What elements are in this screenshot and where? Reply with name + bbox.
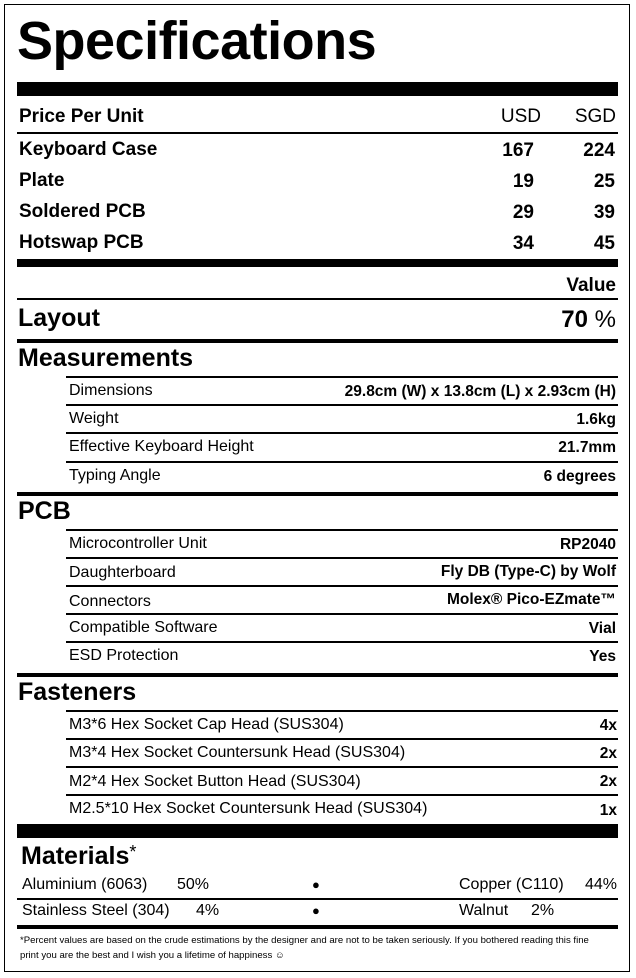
pcb-label: Connectors — [69, 593, 151, 610]
value-header-rule — [17, 298, 618, 300]
material-percent: 2% — [531, 902, 555, 919]
layout-value-unit: % — [594, 306, 616, 333]
fastener-qty: 2x — [599, 773, 617, 790]
materials-divider — [17, 898, 618, 900]
measurement-label: Typing Angle — [69, 467, 161, 484]
fasteners-top-rule — [66, 710, 618, 712]
layout-value — [500, 306, 616, 334]
measurement-value: 1.6kg — [576, 411, 616, 428]
materials-asterisk: * — [129, 842, 137, 862]
layout-rule — [17, 339, 618, 343]
pcb-label: Compatible Software — [69, 619, 218, 636]
material-name: Copper (C110) — [459, 876, 564, 893]
pcb-label: Daughterboard — [69, 564, 176, 581]
bullet-icon: ● — [312, 903, 320, 918]
row-divider — [66, 794, 618, 796]
price-usd: 29 — [512, 202, 534, 223]
fastener-qty: 4x — [599, 717, 617, 734]
measurements-heading: Measurements — [18, 344, 194, 372]
price-usd: 167 — [502, 140, 534, 161]
materials-bottom-rule — [17, 925, 618, 929]
pcb-value: RP2040 — [559, 536, 616, 553]
pcb-value: Fly DB (Type-C) by Wolf — [440, 563, 616, 580]
fasteners-heading: Fasteners — [18, 678, 137, 706]
row-divider — [66, 766, 618, 768]
measurement-label: Dimensions — [69, 382, 153, 399]
pcb-label: Microcontroller Unit — [69, 535, 207, 552]
material-name: Walnut — [459, 902, 509, 919]
row-divider — [66, 432, 618, 434]
price-header-label: Price Per Unit — [19, 106, 144, 127]
price-bottom-rule — [17, 259, 618, 267]
row-divider — [66, 585, 618, 587]
fastener-label: M3*4 Hex Socket Countersunk Head (SUS304) — [69, 744, 406, 761]
measurement-value: 21.7mm — [558, 439, 616, 456]
price-row-label: Keyboard Case — [19, 139, 158, 160]
row-divider — [66, 613, 618, 615]
price-row-label: Plate — [19, 170, 65, 191]
material-percent: 4% — [196, 902, 220, 919]
pcb-top-rule — [66, 529, 618, 531]
title-rule — [17, 82, 618, 96]
material-name: Aluminium (6063) — [22, 876, 148, 893]
measurements-top-rule — [66, 376, 618, 378]
price-usd: 19 — [512, 171, 534, 192]
value-header: Value — [566, 275, 616, 296]
material-percent: 50% — [177, 876, 210, 893]
measurements-bottom-rule — [17, 492, 618, 496]
pcb-value: Yes — [589, 648, 616, 665]
price-sgd: 39 — [593, 202, 615, 223]
currency-sgd: SGD — [574, 106, 616, 127]
fastener-qty: 1x — [599, 802, 617, 819]
row-divider — [66, 641, 618, 643]
price-sgd: 25 — [593, 171, 615, 192]
layout-label: Layout — [18, 304, 100, 332]
footnote: *Percent values are based on the crude estimations by the designer and are not to be taken seriously. If you bothered reading this fine print you are the best and I wish you a lifetime of happiness ☺ — [20, 935, 589, 961]
pcb-bottom-rule — [17, 673, 618, 677]
measurement-label: Effective Keyboard Height — [69, 438, 254, 455]
pcb-value: Vial — [588, 620, 616, 637]
price-row-label: Soldered PCB — [19, 201, 146, 222]
price-sgd: 224 — [583, 140, 615, 161]
row-divider — [66, 461, 618, 463]
materials-heading-text: Materials — [21, 842, 130, 870]
fasteners-bottom-rule — [17, 824, 618, 838]
row-divider — [66, 404, 618, 406]
pcb-heading: PCB — [18, 497, 71, 525]
price-header-rule — [17, 132, 618, 134]
measurement-value: 6 degrees — [543, 468, 616, 485]
row-divider — [66, 557, 618, 559]
price-sgd: 45 — [593, 233, 615, 254]
layout-value-number: 70 — [561, 306, 588, 333]
page-title: Specifications — [17, 11, 377, 71]
price-row-label: Hotswap PCB — [19, 232, 144, 253]
pcb-label: ESD Protection — [69, 647, 179, 664]
material-percent: 44% — [585, 876, 618, 893]
fastener-label: M3*6 Hex Socket Cap Head (SUS304) — [69, 716, 344, 733]
measurement-value: 29.8cm (W) x 13.8cm (L) x 2.93cm (H) — [344, 383, 616, 400]
fastener-qty: 2x — [599, 745, 617, 762]
materials-heading — [21, 842, 136, 871]
currency-usd: USD — [500, 106, 541, 127]
row-divider — [66, 738, 618, 740]
material-name: Stainless Steel (304) — [22, 902, 170, 919]
pcb-value: Molex® Pico-EZmate™ — [446, 591, 616, 608]
bullet-icon: ● — [312, 877, 320, 892]
price-usd: 34 — [512, 233, 534, 254]
measurement-label: Weight — [69, 410, 119, 427]
fastener-label: M2.5*10 Hex Socket Countersunk Head (SUS304) — [69, 800, 428, 817]
fastener-label: M2*4 Hex Socket Button Head (SUS304) — [69, 773, 361, 790]
